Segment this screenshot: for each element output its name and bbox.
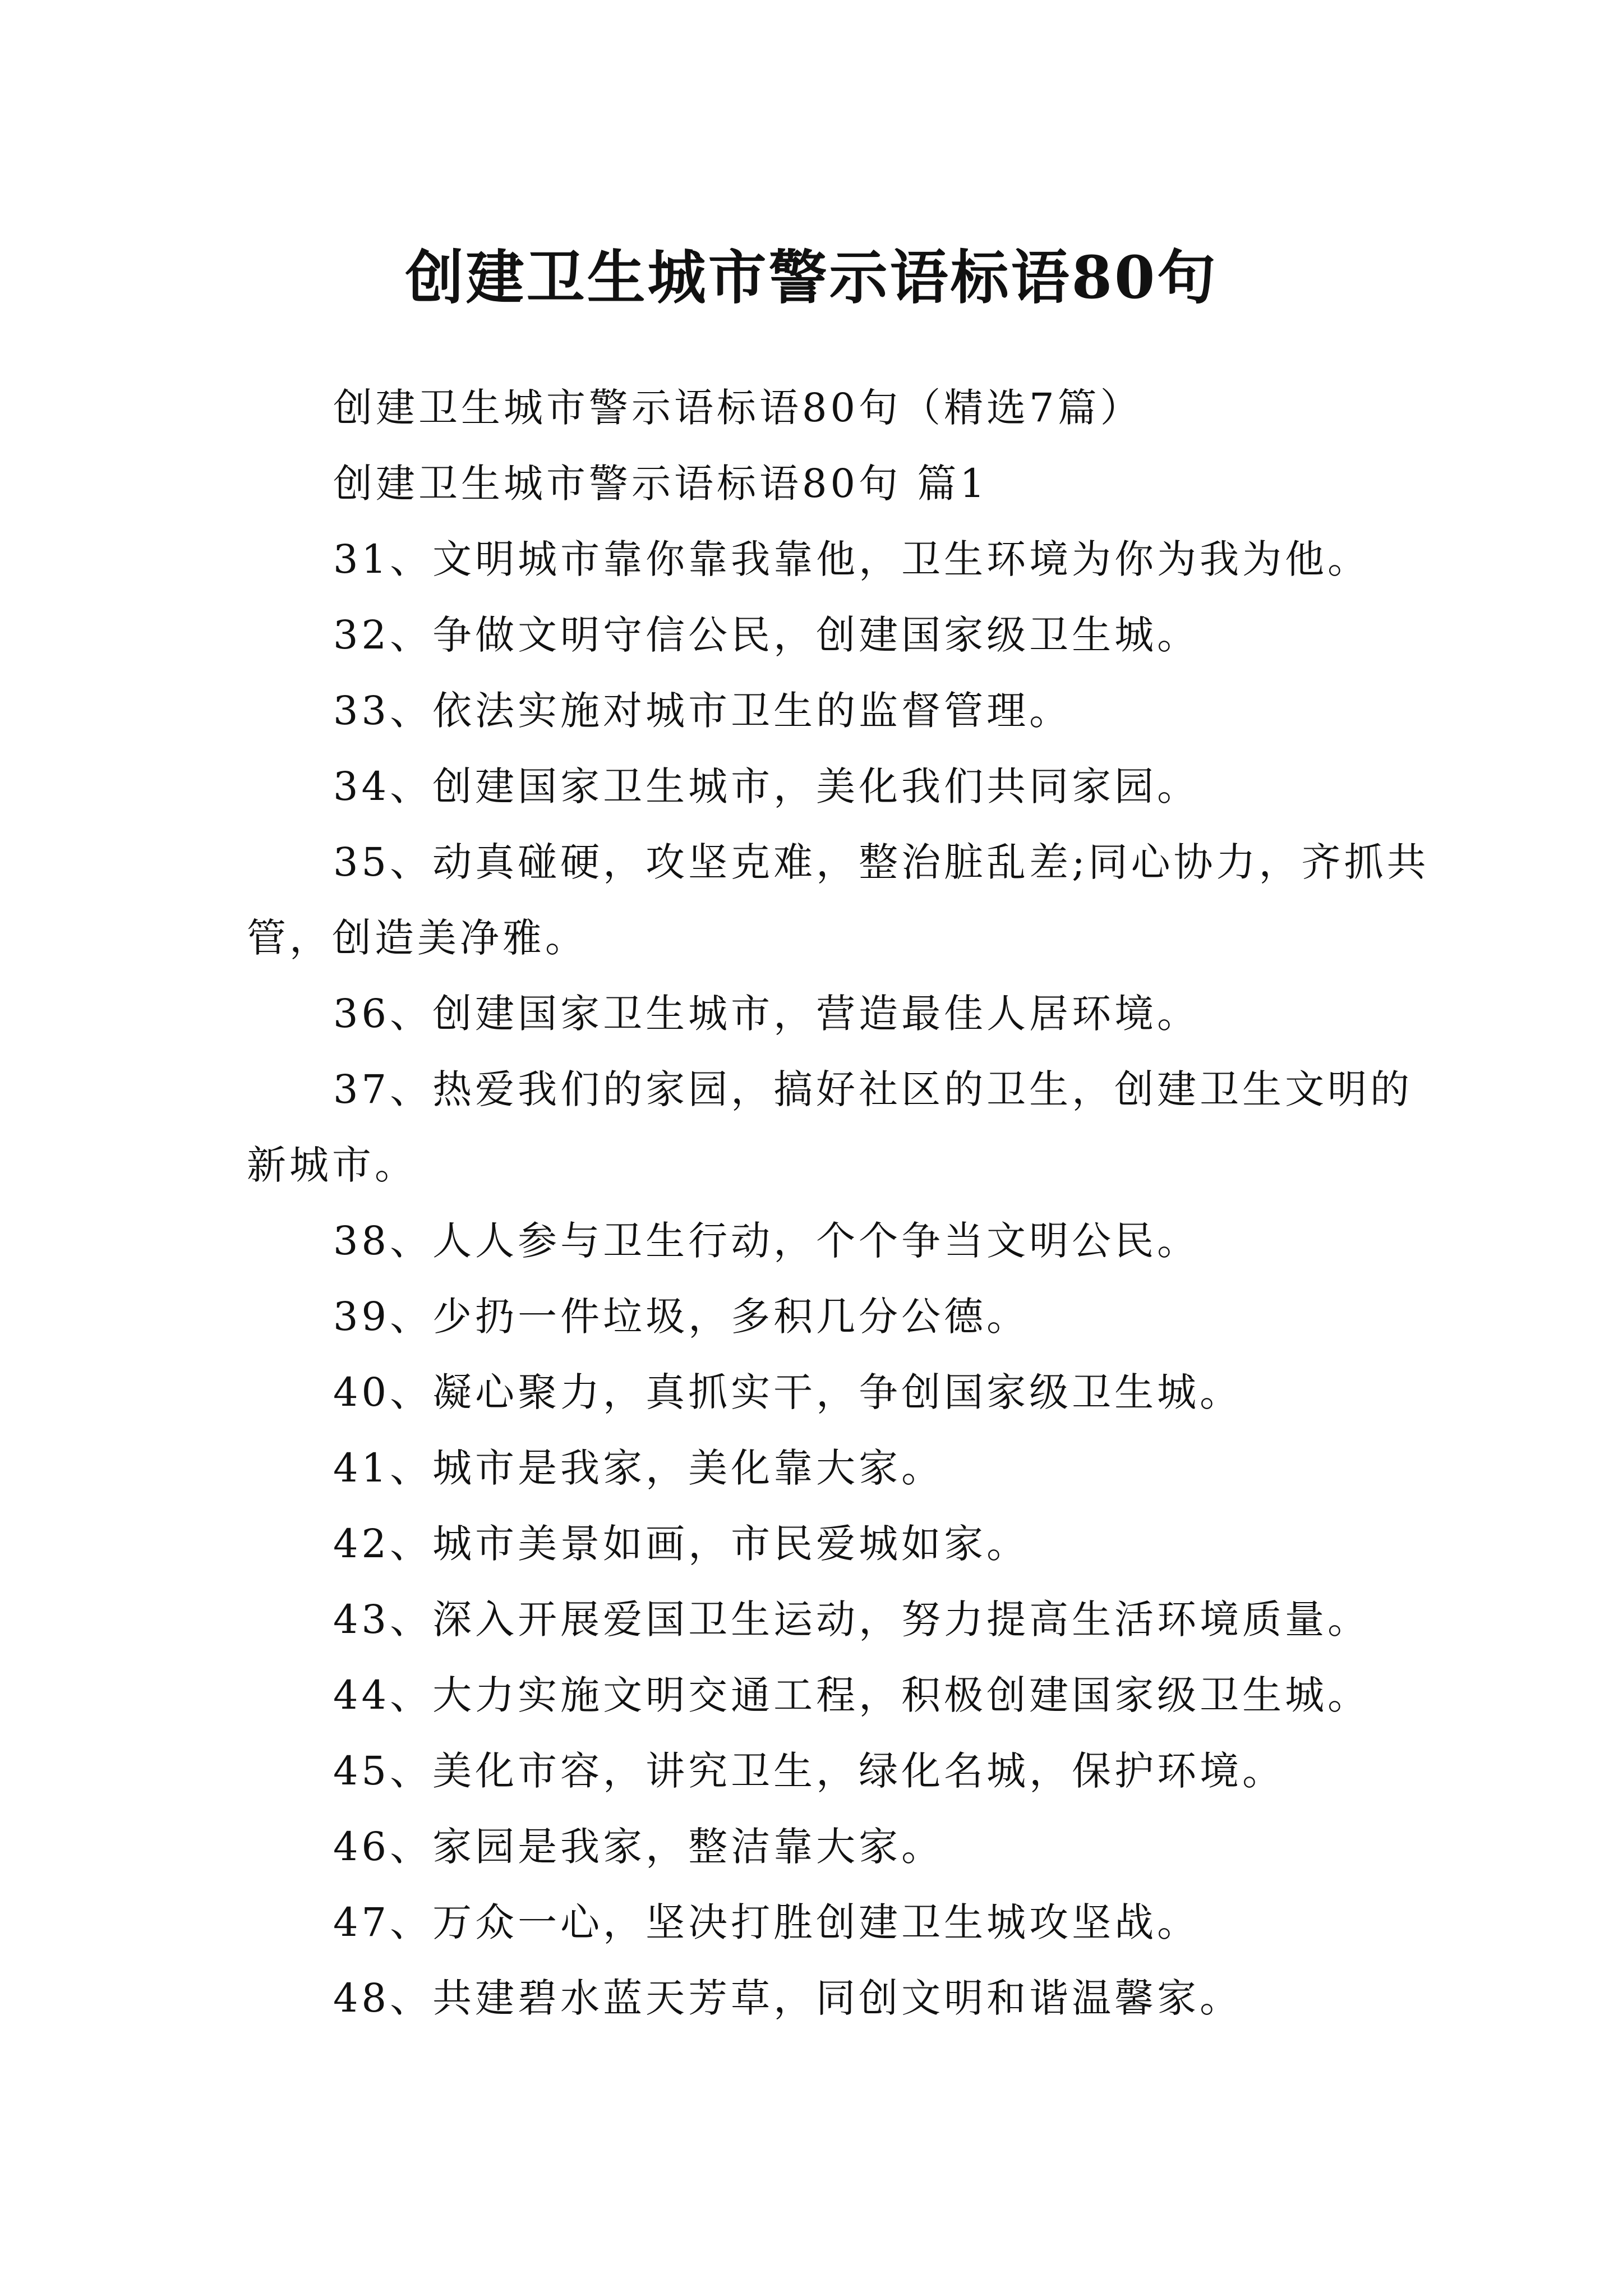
slogan-item: 47、万众一心，坚决打胜创建卫生城攻坚战。 [333,1899,1200,1945]
slogan-item: 44、大力实施文明交通工程，积极创建国家级卫生城。 [333,1672,1371,1718]
slogan-item: 45、美化市容，讲究卫生，绿化名城，保护环境。 [333,1748,1285,1794]
document-title: 创建卫生城市警示语标语80句 [405,242,1218,312]
slogan-item: 39、少扔一件垃圾，多积几分公德。 [333,1294,1030,1340]
section-heading: 创建卫生城市警示语标语80句 篇1 [333,461,988,507]
slogan-item: 40、凝心聚力，真抓实干，争创国家级卫生城。 [333,1369,1243,1415]
slogan-item: 41、城市是我家，美化靠大家。 [333,1445,944,1491]
slogan-item: 32、争做文明守信公民，创建国家级卫生城。 [333,612,1200,658]
document-body [247,370,1436,2036]
slogan-item: 38、人人参与卫生行动，个个争当文明公民。 [333,1218,1200,1264]
slogan-item: 31、文明城市靠你靠我靠他，卫生环境为你为我为他。 [333,536,1371,582]
slogan-item: 43、深入开展爱国卫生运动，努力提高生活环境质量。 [333,1596,1371,1642]
slogan-item: 46、家园是我家，整洁靠大家。 [333,1824,944,1870]
slogan-item: 37、热爱我们的家园，搞好社区的卫生，创建卫生文明的新城市。 [247,1066,1413,1188]
slogan-item: 42、城市美景如画，市民爱城如家。 [333,1521,1030,1567]
slogan-item: 35、动真碰硬，攻坚克难，整治脏乱差;同心协力，齐抓共管，创造美净雅。 [247,839,1430,961]
slogan-item: 48、共建碧水蓝天芳草，同创文明和谐温馨家。 [333,1975,1243,2021]
slogan-item: 36、创建国家卫生城市，营造最佳人居环境。 [333,991,1200,1037]
document-subtitle: 创建卫生城市警示语标语80句（精选7篇） [333,385,1143,431]
slogan-item: 34、创建国家卫生城市，美化我们共同家园。 [333,763,1200,809]
slogan-item: 33、依法实施对城市卫生的监督管理。 [333,688,1072,734]
